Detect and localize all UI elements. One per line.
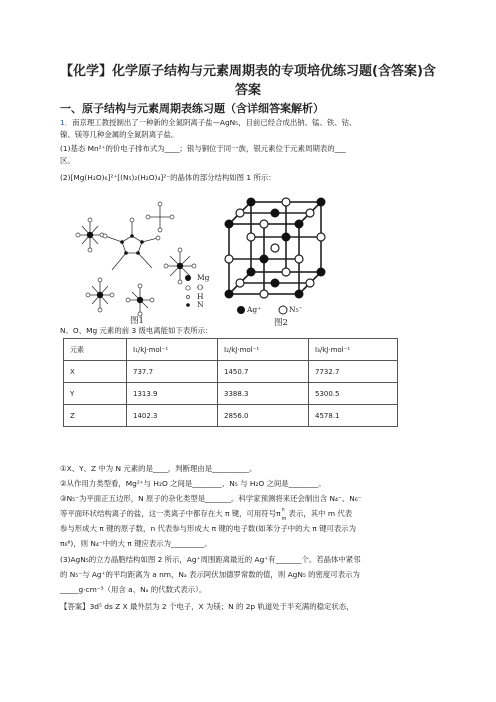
- figures-area: [60, 190, 440, 328]
- section-heading: 一、原子结构与元素周期表练习题（含详细答案解析）: [60, 102, 324, 115]
- subquestion-3-line-1: ③N₅⁻为平面正五边形，N 原子的杂化类型是_______。科学家预测将来还会制出含 N₄⁻、N₆⁻: [60, 494, 362, 503]
- table-header-cell: I₁/kJ·mol⁻¹: [127, 339, 218, 361]
- subquestion-3-line-3: 参与形成大 π 键的原子数，n 代表参与形成大 π 键的电子数(如苯分子中的大 π 键可表示为: [60, 524, 357, 533]
- table-cell: 2856.0: [218, 405, 309, 427]
- table-cell: 737.7: [127, 361, 218, 383]
- table-header-cell: 元素: [64, 339, 127, 361]
- page-title: [60, 62, 436, 100]
- pi-bond-text: 等平面环状结构离子的盐，这一类离子中都存在大 π 键，可用符号π: [60, 509, 281, 518]
- table-cell: 7732.7: [309, 361, 398, 383]
- table-cell: Y: [64, 383, 127, 405]
- question-number: 1．: [60, 118, 73, 127]
- table-cell: 1450.7: [218, 361, 309, 383]
- legend-n: N: [197, 300, 204, 309]
- subquestion-2: ②从作用力类型看，Mg²⁺与 H₂O 之间是________、N₅ 与 H₂O 之间是________。: [60, 479, 326, 488]
- pi-bond-text-2: 表示，其中 m 代表: [288, 509, 353, 518]
- table-row: [64, 405, 398, 427]
- question-1-part-1a: (1)基态 Mn²⁺的价电子排布式为____；银与铜位于同一族，银元素位于元素周期表的___: [60, 144, 346, 153]
- figure-1-legend: [185, 275, 191, 307]
- subquestion-3-line-2: [60, 508, 438, 520]
- pi-sub: m: [281, 516, 287, 522]
- question-1-intro-2: 镍、镁等几种金属的全氮阴离子盐。: [60, 130, 179, 139]
- legend-n5: N₅⁻: [289, 305, 303, 314]
- legend-h: H: [197, 292, 204, 301]
- table-header-row: [64, 339, 398, 361]
- question-text: 南京理工教授制出了一种新的全氮阴离子盐—AgN₅，目前已经合成出钠、锰、铁、钴、: [72, 118, 357, 127]
- subquestion-4-line-3: _____g·cm⁻³（用含 a、Nₐ 的代数式表示）。: [60, 585, 207, 594]
- question-1-part-1b: 区。: [60, 156, 75, 165]
- table-cell: X: [64, 361, 127, 383]
- table-header-cell: I₃/kJ·mol⁻¹: [309, 339, 398, 361]
- table-cell: 5300.5: [309, 383, 398, 405]
- pi-sup: n: [281, 507, 285, 513]
- table-row: [64, 361, 398, 383]
- table-row: [64, 383, 398, 405]
- legend-ag: Ag⁺: [247, 305, 262, 314]
- subquestion-3-line-4: π₆⁶)，则 N₄⁻中的大 π 键应表示为_________。: [60, 539, 212, 548]
- title-line-1: 【化学】化学原子结构与元素周期表的专项培优练习题(含答案)含: [60, 64, 436, 79]
- subquestion-4-line-1: (3)AgN₅的立方晶胞结构如图 2 所示，Ag⁺周围距离最近的 Ag⁺有_______个。若晶体中紧邻: [60, 555, 361, 564]
- table-cell: 1313.9: [127, 383, 218, 405]
- pi-notation: [281, 507, 289, 522]
- table-cell: 4578.1: [309, 405, 398, 427]
- table-cell: 1402.3: [127, 405, 218, 427]
- question-1-intro: [60, 117, 438, 129]
- legend-mg: Mg: [197, 273, 210, 282]
- figure-2-caption: 图2: [274, 318, 288, 328]
- table-intro: N、O、Mg 元素的前 3 级电离能如下表所示：: [60, 326, 213, 335]
- title-line-2: 答案: [234, 83, 261, 98]
- table-cell: 3388.3: [218, 383, 309, 405]
- table-header-cell: I₂/kJ·mol⁻¹: [218, 339, 309, 361]
- figure-2-crystal-cell: [215, 194, 335, 304]
- figure-1-caption: 图1: [130, 316, 144, 326]
- table-cell: Z: [64, 405, 127, 427]
- ionization-energy-table: [63, 338, 398, 427]
- legend-o: O: [197, 283, 204, 292]
- question-1-part-2: (2)[Mg(H₂O)₆]²⁺[(N₅)₂(H₂O)₄]²⁻的晶体的部分结构如图 1 所示：: [60, 173, 276, 182]
- subquestion-4-line-2: 的 N₅⁻与 Ag⁺的平均距离为 a nm，Nₐ 表示阿伏加德罗常数的值，则 AgN₅ 的密度可表示为: [60, 570, 360, 579]
- subquestion-1: ①X、Y、Z 中为 N 元素的是____，判断理由是__________。: [60, 464, 257, 473]
- answer-line: 【答案】3d⁵ ds Z X 最外层为 2 个电子，X 为镁；N 的 2p 轨道处于半充满的稳定状态，: [60, 602, 354, 611]
